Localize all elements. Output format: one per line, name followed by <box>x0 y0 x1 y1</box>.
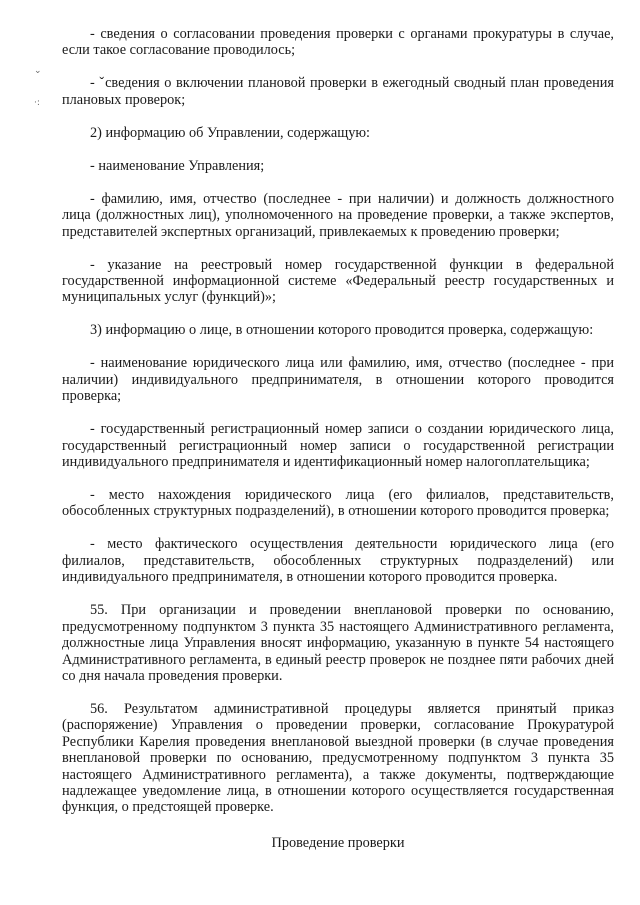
paragraph: - сведения о согласовании проведения проверки с органами прокуратуры в случае, если такое согласование проводилось; <box>62 26 614 59</box>
paragraph: 3) информацию о лице, в отношении которого проводится проверка, содержащую: <box>90 322 594 339</box>
document-page <box>62 26 614 868</box>
paragraph: - место фактического осуществления деятельности юридического лица (его филиалов, представительств, обособленных структурных подразделений) или индивидуального предпринимателя, в отношении которого проводится проверка. <box>62 536 614 586</box>
paragraph: 55. При организации и проведении внеплановой проверки по основанию, предусмотренному подпунктом 3 пункта 35 настоящего Административного регламента, должностные лица Управления вносят информацию, указанную в пункте 54 настоящего Административного регламента, в единый реестр проверок не позднее пяти рабочих дней со дня начала проведения проверки. <box>62 602 614 684</box>
paragraph: - государственный регистрационный номер записи о создании юридического лица, государственный регистрационный номер записи о государственной регистрации индивидуального предпринимателя и идентификационный номер налогоплательщика; <box>62 421 614 471</box>
paragraph: - наименование Управления; <box>90 157 265 174</box>
paragraph: 56. Результатом административной процедуры является принятый приказ (распоряжение) Управления о проведении проверки, согласование Прокуратурой Республики Карелия проведения внеплановой выездной проверки (в случае проведения внеплановой проверки по основанию, предусмотренному подпунктом 3 пункта 35 настоящего Административного регламента), а также документы, подтверждающие надлежащее уведомление лица, в отношении которого осуществляется государственная функция, о предстоящей проверке. <box>62 700 614 816</box>
paragraph: - ˇсведения о включении плановой проверки в ежегодный сводный план проведения плановых проверок; <box>62 75 614 108</box>
paragraph: - фамилию, имя, отчество (последнее - при наличии) и должность должностного лица (должностных лиц), уполномоченного на проведение проверки, а также экспертов, представителей экспертных организаций, привлекаемых к проведению проверки; <box>62 190 614 240</box>
margin-mark: ·: <box>34 98 40 108</box>
paragraph: - указание на реестровый номер государственной функции в федеральной государственной информационной системе «Федеральный реестр государственных и муниципальных услуг (функций)»; <box>62 256 614 306</box>
paragraph: - место нахождения юридического лица (его филиалов, представительств, обособленных структурных подразделений), в отношении которого проводится проверка; <box>62 487 614 520</box>
paragraph: 2) информацию об Управлении, содержащую: <box>90 124 371 141</box>
section-heading: Проведение проверки <box>271 834 405 851</box>
paragraph: - наименование юридического лица или фамилию, имя, отчество (последнее - при наличии) индивидуального предпринимателя, в отношении которого проводится проверка; <box>62 355 614 405</box>
margin-mark: ⌄ <box>34 66 42 76</box>
